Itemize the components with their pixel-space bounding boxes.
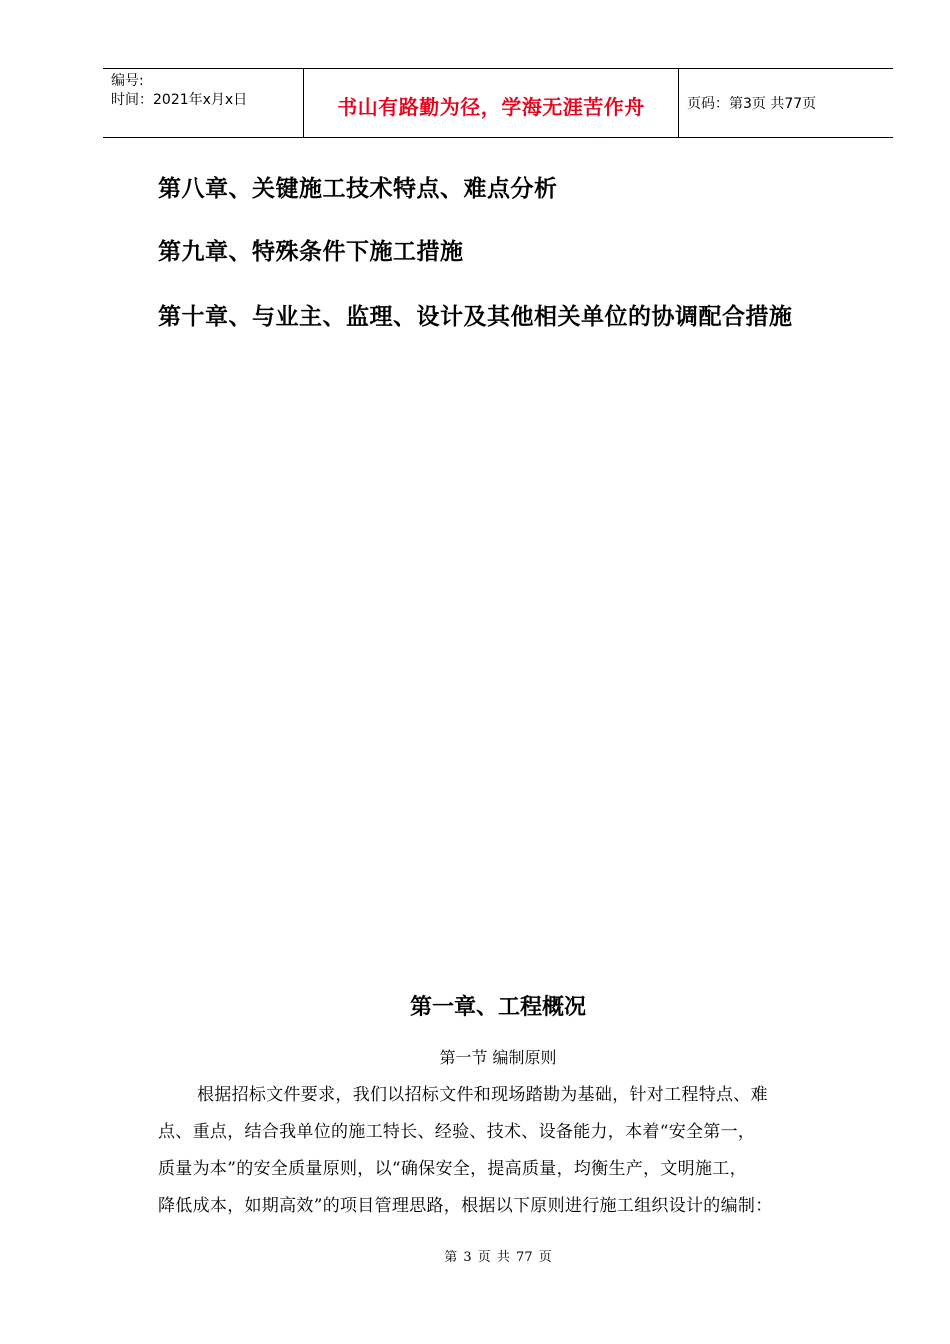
header-divider-right [678,69,679,137]
header-time-label: 时间：2021年x月x日 [111,92,248,108]
header-meta [111,72,247,110]
toc-entry-chapter-9: 第九章、特殊条件下施工措施 [158,239,464,265]
paragraph-line-4: 降低成本，如期高效”的项目管理思路，根据以下原则进行施工组织设计的编制： [158,1196,773,1216]
toc-entry-chapter-10: 第十章、与业主、监理、设计及其他相关单位的协调配合措施 [158,304,793,330]
paragraph-line-3: 质量为本”的安全质量原则，以“确保安全，提高质量，均衡生产，文明施工， [158,1159,747,1179]
paragraph-line-2: 点、重点，结合我单位的施工特长、经验、技术、设备能力，本着“安全第一， [158,1122,756,1142]
chapter-title: 第一章、工程概况 [409,995,586,1020]
toc-entry-chapter-8: 第八章、关键施工技术特点、难点分析 [158,176,558,202]
paragraph-line-1: 根据招标文件要求，我们以招标文件和现场踏勘为基础，针对工程特点、难 [197,1085,768,1105]
header-motto: 书山有路勤为径，学海无涯苦作舟 [337,95,645,119]
header-code-label: 编号: [111,73,144,89]
header-page-info: 页码：第3页 共77页 [687,96,817,112]
page-header [103,68,893,138]
section-title: 第一节 编制原则 [439,1048,557,1067]
page-footer: 第 3 页 共 77 页 [444,1250,552,1265]
